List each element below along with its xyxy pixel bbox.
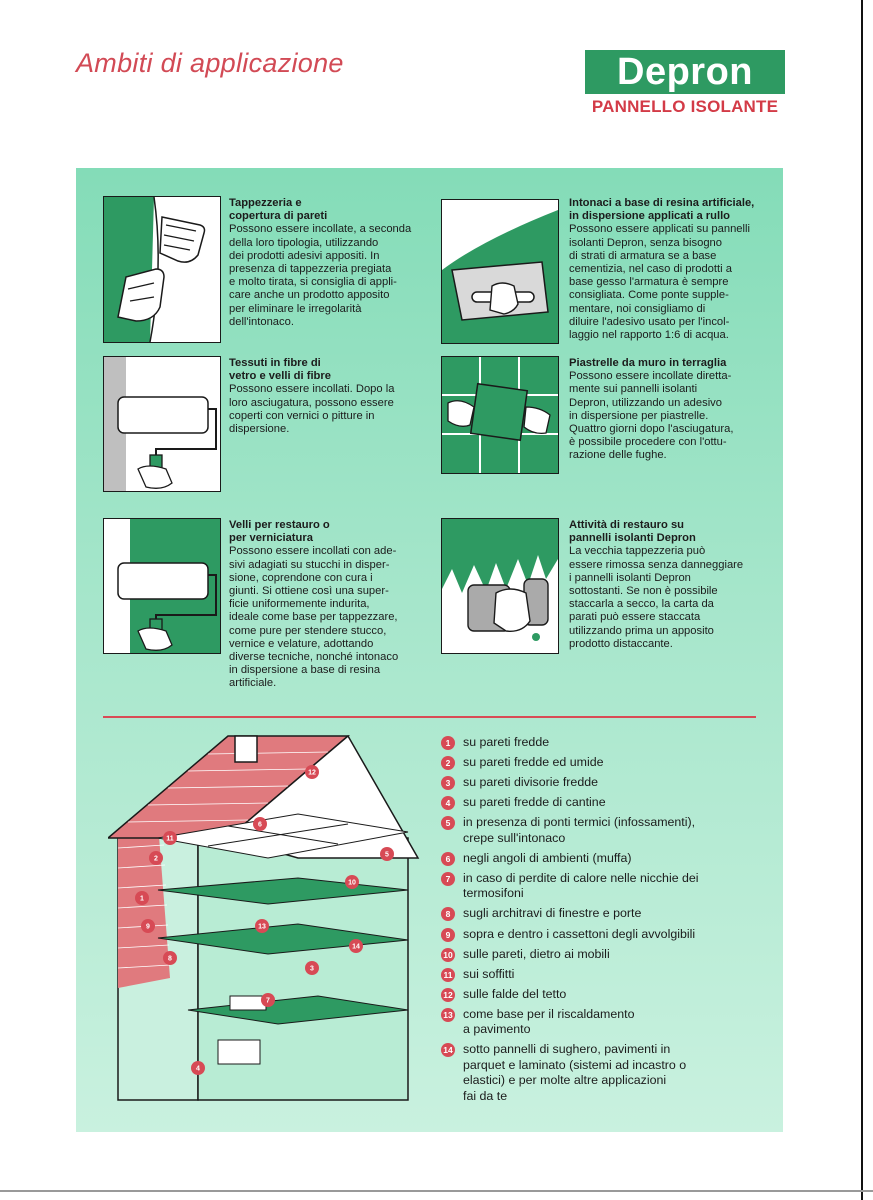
svg-text:13: 13 bbox=[258, 923, 266, 931]
item-text: su pareti divisorie fredde bbox=[463, 775, 598, 790]
page-edge bbox=[861, 0, 863, 1200]
list-item bbox=[441, 755, 771, 770]
svg-text:3: 3 bbox=[310, 965, 314, 973]
section-wallpaper bbox=[229, 197, 429, 329]
logo-tagline: PANNELLO ISOLANTE bbox=[591, 97, 779, 116]
svg-text:2: 2 bbox=[154, 855, 158, 863]
applications-list bbox=[441, 735, 771, 1109]
paint-roller-illustration bbox=[103, 356, 221, 492]
svg-text:1: 1 bbox=[140, 895, 144, 903]
item-number-badge: 7 bbox=[441, 872, 455, 886]
section-restoration-fleece bbox=[229, 519, 429, 691]
sponge-icon bbox=[442, 519, 558, 653]
list-item bbox=[441, 795, 771, 810]
item-number-badge: 11 bbox=[441, 968, 455, 982]
svg-text:6: 6 bbox=[258, 821, 262, 829]
item-number-badge: 4 bbox=[441, 796, 455, 810]
item-number-badge: 5 bbox=[441, 816, 455, 830]
roller-icon bbox=[104, 519, 220, 653]
list-item bbox=[441, 1042, 771, 1104]
item-text: sotto pannelli di sughero, pavimenti in parquet e laminato (sistemi ad incastro o elastici) e per molte altre applicazioni fai da te bbox=[463, 1042, 687, 1103]
depron-logo bbox=[585, 50, 785, 117]
page-title: Ambiti di applicazione bbox=[76, 48, 344, 78]
roller-icon bbox=[104, 357, 220, 491]
item-text: sui soffitti bbox=[463, 966, 515, 981]
item-number-badge: 10 bbox=[441, 948, 455, 962]
section-title: Tessuti in fibre di vetro e velli di fibre bbox=[229, 357, 331, 383]
section-body: Possono essere incollate diretta- mente sui pannelli isolanti Depron, utilizzando un adesivo in dispersione per piastrelle. Quattro giorni dopo l'asciugatura, è possibile procedere con l'ottu- razione delle fughe. bbox=[569, 370, 734, 462]
list-item bbox=[441, 815, 771, 846]
item-number-badge: 6 bbox=[441, 852, 455, 866]
section-title: Attività di restauro su pannelli isolanti Depron bbox=[569, 519, 696, 545]
svg-text:11: 11 bbox=[166, 835, 174, 843]
page-edge-bottom bbox=[0, 1190, 873, 1192]
wallpaper-hand-icon bbox=[104, 197, 220, 342]
item-number-badge: 8 bbox=[441, 907, 455, 921]
item-text: in presenza di ponti termici (infossamenti), crepe sull'intonaco bbox=[463, 815, 696, 845]
list-item bbox=[441, 947, 771, 962]
item-number-badge: 13 bbox=[441, 1008, 455, 1022]
tile-illustration bbox=[441, 356, 559, 474]
house-icon bbox=[108, 728, 428, 1108]
item-number-badge: 14 bbox=[441, 1043, 455, 1057]
tile-icon bbox=[442, 357, 558, 473]
section-title: Velli per restauro o per verniciatura bbox=[229, 519, 330, 545]
wallpaper-removal-illustration bbox=[441, 518, 559, 654]
trowel-icon bbox=[442, 200, 558, 343]
svg-text:8: 8 bbox=[168, 955, 172, 963]
section-body: Possono essere incollate, a seconda della loro tipologia, utilizzando dei prodotti adesivi appositi. In presenza di tappezzeria pregiata e molto tirata, si consiglia di appli- care anche un prodotto apposito per eliminare le irregolarità dell'intonaco. bbox=[229, 223, 412, 328]
item-text: sulle falde del tetto bbox=[463, 986, 567, 1001]
list-item bbox=[441, 906, 771, 921]
section-title: Intonaci a base di resina artificiale, in dispersione applicati a rullo bbox=[569, 197, 755, 223]
list-item bbox=[441, 967, 771, 982]
item-number-badge: 2 bbox=[441, 756, 455, 770]
section-body: Possono essere incollati. Dopo la loro asciugatura, possono essere coperti con vernici o pitture in dispersione. bbox=[229, 383, 395, 436]
item-text: come base per il riscaldamento a pavimento bbox=[463, 1006, 635, 1037]
section-tiles bbox=[569, 357, 773, 463]
restoration-roller-illustration bbox=[103, 518, 221, 654]
section-body: Possono essere applicati su pannelli isolanti Depron, senza bisogno di strati di armatura se a base cementizia, nel caso di prodotti a base gesso l'armatura è sempre consigliata. Come ponte supple- mentare, noi consigliamo di diluire l'adesivo usato per l'incol- laggio nel rapporto 1:6 di acqua. bbox=[569, 223, 750, 342]
list-item bbox=[441, 1007, 771, 1038]
section-restoration bbox=[569, 519, 773, 651]
svg-text:7: 7 bbox=[266, 997, 270, 1005]
item-text: su pareti fredde bbox=[463, 735, 550, 749]
svg-text:5: 5 bbox=[385, 851, 389, 859]
item-number-badge: 9 bbox=[441, 928, 455, 942]
svg-text:9: 9 bbox=[146, 923, 150, 931]
house-cutaway-diagram bbox=[108, 728, 428, 1108]
item-number-badge: 12 bbox=[441, 988, 455, 1002]
section-body: Possono essere incollati con ade- sivi adagiati su stucchi in disper- sione, coprendone con cura i giunti. Si ottiene così una super- ficie uniformemente indurita, ideale come base per tappezzare, come pure per stendere stucco, vernice e velature, adottando diverse tecniche, nonché intonaco in dispersione a base di resina artificiale. bbox=[229, 545, 399, 690]
item-number-badge: 1 bbox=[441, 736, 455, 750]
logo-wordmark: Depron bbox=[585, 50, 785, 94]
item-text: su pareti fredde di cantine bbox=[463, 795, 606, 810]
svg-text:14: 14 bbox=[352, 943, 360, 951]
item-number-badge: 3 bbox=[441, 776, 455, 790]
list-item bbox=[441, 775, 771, 790]
list-item bbox=[441, 987, 771, 1002]
section-plaster bbox=[569, 197, 773, 342]
item-text: negli angoli di ambienti (muffa) bbox=[463, 850, 632, 865]
section-divider bbox=[103, 716, 756, 718]
item-text: in caso di perdite di calore nelle nicchie dei termosifoni bbox=[463, 870, 699, 901]
list-item bbox=[441, 851, 771, 866]
item-text: sopra e dentro i cassettoni degli avvolgibili bbox=[463, 926, 696, 941]
section-body: La vecchia tappezzeria può essere rimossa senza danneggiare i pannelli isolanti Depron sottostanti. Se non è possibile staccarla a secco, la carta da parati può essere staccata utilizzando prima un apposito prodotto distaccante. bbox=[569, 545, 744, 650]
item-text: sugli architravi di finestre e porte bbox=[463, 906, 642, 921]
plaster-trowel-illustration bbox=[441, 199, 559, 344]
list-item bbox=[441, 927, 771, 942]
section-title: Piastrelle da muro in terraglia bbox=[569, 357, 727, 369]
svg-text:10: 10 bbox=[348, 879, 356, 887]
svg-text:12: 12 bbox=[308, 769, 316, 777]
item-text: sulle pareti, dietro ai mobili bbox=[463, 946, 610, 961]
list-item bbox=[441, 735, 771, 750]
section-glass-fiber bbox=[229, 357, 429, 436]
item-text: su pareti fredde ed umide bbox=[463, 755, 604, 770]
section-title: Tappezzeria e copertura di pareti bbox=[229, 197, 328, 223]
wallpaper-illustration bbox=[103, 196, 221, 343]
list-item bbox=[441, 871, 771, 902]
svg-text:4: 4 bbox=[196, 1065, 200, 1073]
